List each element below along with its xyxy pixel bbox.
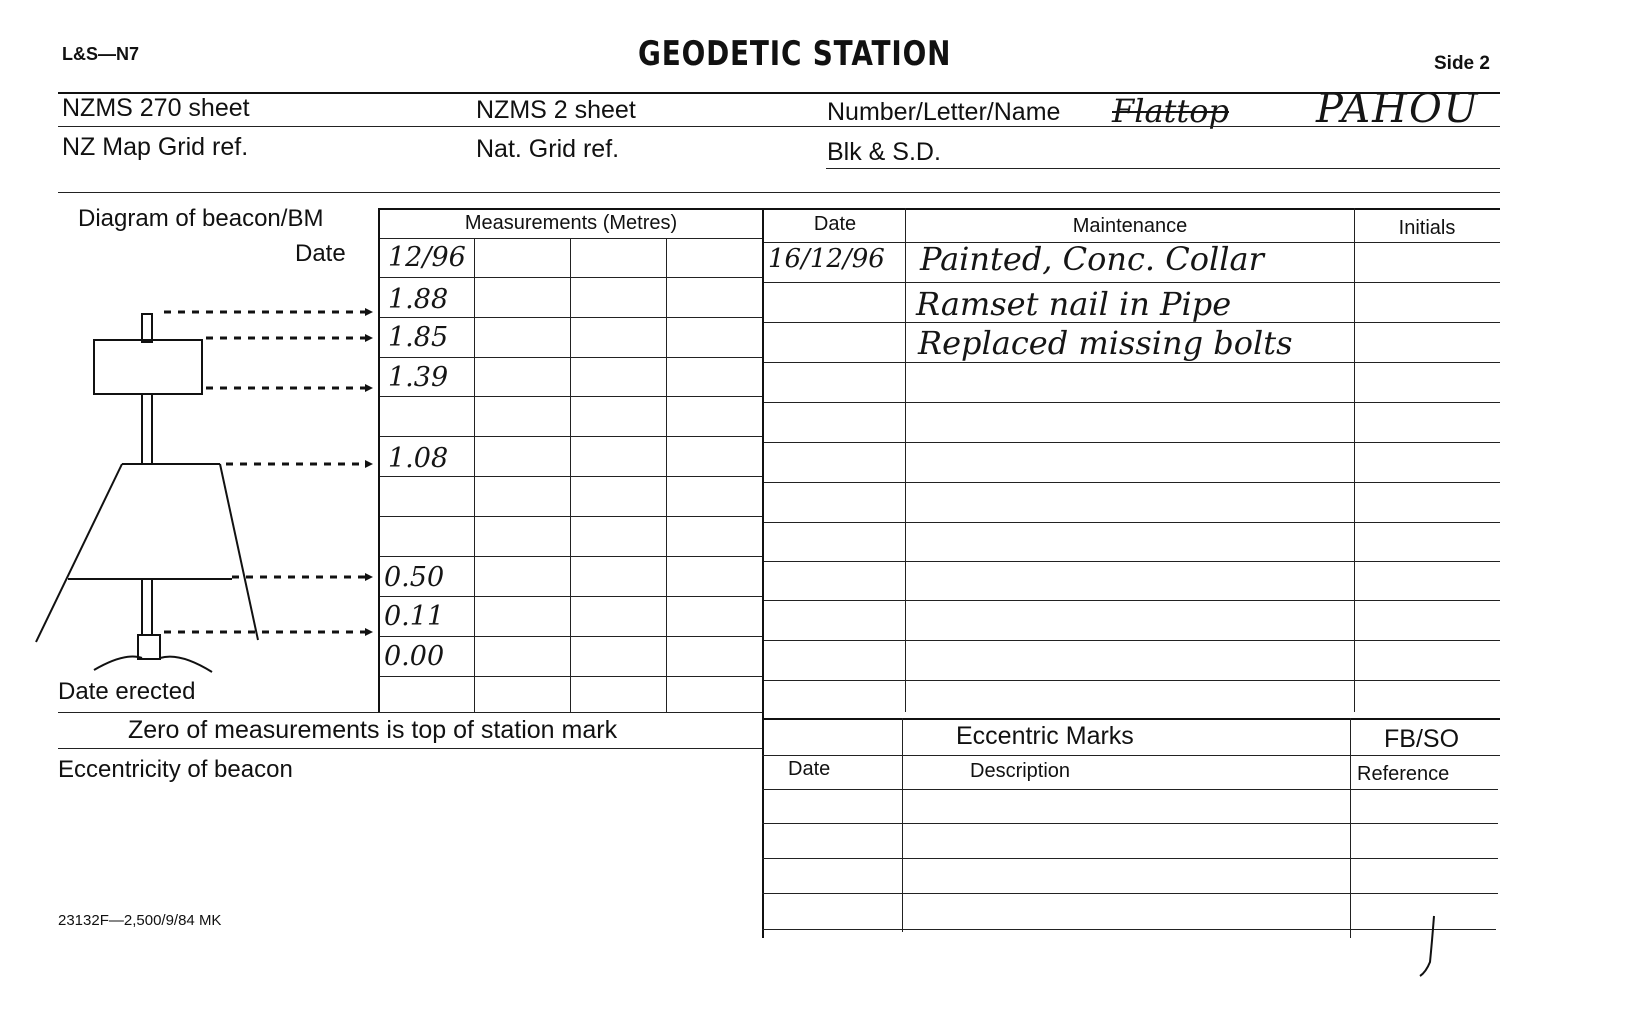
eccentric-row-rule bbox=[762, 929, 1496, 930]
eccentric-row-rule bbox=[762, 823, 1498, 824]
meas-row-rule bbox=[380, 516, 762, 517]
fbso-label: FB/SO bbox=[1384, 725, 1460, 753]
blk-sd-label: Blk & S.D. bbox=[827, 138, 941, 166]
eccentric-top-rule bbox=[762, 718, 1500, 720]
meas-row-rule bbox=[380, 277, 762, 278]
meas-row-rule bbox=[380, 596, 762, 597]
print-code: 23132F—2,500/9/84 MK bbox=[58, 912, 222, 929]
eccentric-title-rule bbox=[762, 755, 1500, 756]
eccentric-header-rule bbox=[762, 789, 1498, 790]
eccentric-date-col: Date bbox=[788, 758, 831, 780]
measurement-value: 0.50 bbox=[384, 562, 445, 593]
name-label: Number/Letter/Name bbox=[827, 98, 1061, 126]
side-label: Side 2 bbox=[1434, 53, 1490, 74]
nzms270-label: NZMS 270 sheet bbox=[62, 94, 250, 122]
beacon-diagram bbox=[30, 300, 375, 685]
maint-row-rule bbox=[764, 282, 1500, 283]
measurement-value: 0.11 bbox=[384, 601, 445, 632]
meas-col-line bbox=[474, 238, 475, 712]
maint-row-rule bbox=[764, 600, 1500, 601]
diagram-date-label: Date bbox=[295, 240, 346, 267]
measurement-value: 1.88 bbox=[388, 284, 449, 315]
map-grid-label: NZ Map Grid ref. bbox=[62, 133, 249, 161]
maintenance-header: Maintenance bbox=[1072, 215, 1188, 237]
diagram-bottom-rule bbox=[58, 712, 762, 713]
maintenance-line: Painted, Conc. Collar bbox=[920, 240, 1264, 278]
measurements-header: Measurements (Metres) bbox=[464, 212, 678, 234]
meas-row-rule bbox=[380, 396, 762, 397]
meas-top-rule bbox=[380, 208, 1500, 210]
maint-row-rule bbox=[764, 442, 1500, 443]
eccentric-reference-col: Reference bbox=[1357, 763, 1450, 785]
eccentric-marks-title: Eccentric Marks bbox=[956, 722, 1134, 750]
meas-row-rule bbox=[380, 317, 762, 318]
maint-row-rule bbox=[764, 402, 1500, 403]
nat-grid-label: Nat. Grid ref. bbox=[476, 135, 620, 163]
corner-pen-mark bbox=[1412, 912, 1452, 982]
fields-rule-2 bbox=[826, 168, 1500, 169]
zero-note: Zero of measurements is top of station mark bbox=[128, 716, 618, 744]
maint-row-rule bbox=[764, 362, 1500, 363]
meas-row-rule bbox=[380, 476, 762, 477]
fields-rule-3 bbox=[58, 192, 1500, 193]
maint-col-line bbox=[1354, 208, 1355, 712]
meas-row-rule bbox=[380, 636, 762, 637]
zero-note-rule bbox=[58, 748, 762, 749]
maintenance-date-header: Date bbox=[813, 213, 857, 235]
measurement-value: 0.00 bbox=[384, 641, 445, 672]
maint-col-line bbox=[905, 208, 906, 712]
name-struck-value: Flattop bbox=[1112, 92, 1229, 130]
meas-col-line bbox=[762, 208, 764, 938]
header-rule bbox=[58, 92, 1500, 94]
measurement-value: 1.85 bbox=[388, 322, 449, 353]
eccentric-col-line bbox=[1350, 718, 1351, 938]
eccentric-row-rule bbox=[762, 858, 1498, 859]
maintenance-entry-date: 16/12/96 bbox=[768, 244, 885, 274]
date-erected-label: Date erected bbox=[58, 678, 196, 705]
maint-row-rule bbox=[764, 522, 1500, 523]
name-value: PAHOU bbox=[1316, 86, 1480, 132]
measurement-value: 1.08 bbox=[388, 443, 449, 474]
initials-header: Initials bbox=[1398, 217, 1456, 239]
fields-rule-1 bbox=[58, 126, 1500, 127]
meas-col-line bbox=[666, 238, 667, 712]
maint-row-rule bbox=[764, 680, 1500, 681]
meas-header-rule bbox=[380, 238, 762, 239]
diagram-title: Diagram of beacon/BM bbox=[78, 205, 324, 232]
measurement-date: 12/96 bbox=[388, 242, 466, 273]
meas-row-rule bbox=[380, 357, 762, 358]
maintenance-line: Ramset nail in Pipe bbox=[916, 285, 1232, 323]
measurement-value: 1.39 bbox=[388, 362, 449, 393]
maintenance-line: Replaced missing bolts bbox=[918, 324, 1293, 362]
form-code: L&S—N7 bbox=[62, 44, 140, 64]
eccentric-description-col: Description bbox=[970, 760, 1071, 782]
eccentricity-label: Eccentricity of beacon bbox=[58, 756, 293, 783]
eccentric-row-rule bbox=[762, 893, 1498, 894]
maint-row-rule bbox=[764, 561, 1500, 562]
maint-row-rule bbox=[764, 482, 1500, 483]
meas-row-rule bbox=[380, 436, 762, 437]
meas-col-line bbox=[570, 238, 571, 712]
eccentric-col-line bbox=[902, 718, 903, 932]
page-title: GEODETIC STATION bbox=[638, 34, 952, 74]
maint-row-rule bbox=[764, 640, 1500, 641]
meas-row-rule bbox=[380, 556, 762, 557]
nzms2-label: NZMS 2 sheet bbox=[476, 96, 636, 124]
meas-row-rule bbox=[380, 676, 762, 677]
